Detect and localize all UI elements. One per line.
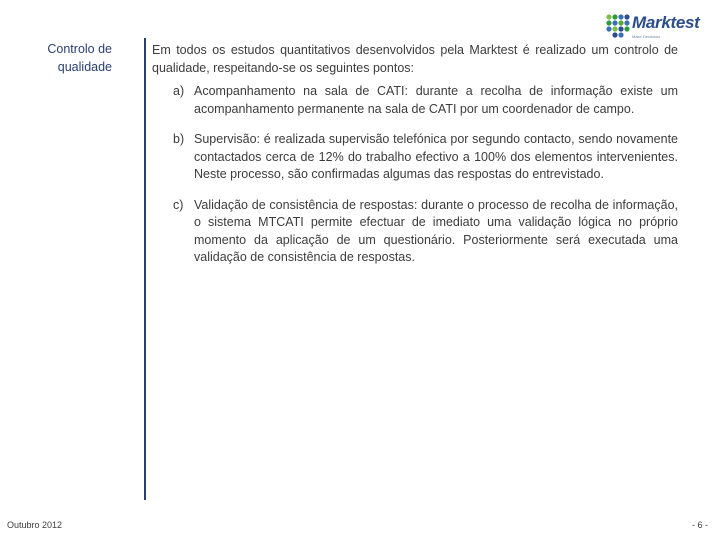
- marktest-logo: [605, 13, 705, 43]
- list-item-marker: c): [173, 197, 184, 212]
- list-item-marker: b): [173, 132, 185, 146]
- list-item: [173, 131, 678, 184]
- list-item-text: Acompanhamento na sala de CATI: durante a recolha de informação existe um acompanhamento permanente na sala de CATI por um coordenador de campo.: [194, 84, 678, 116]
- logo-dots-icon: [605, 13, 631, 39]
- vertical-divider: [144, 38, 146, 500]
- section-title: Controlo de qualidade: [47, 42, 112, 74]
- intro-paragraph: Em todos os estudos quantitativos desenvolvidos pela Marktest é realizado um controlo de qualidade, respeitando-se os seguintes pontos:: [152, 43, 678, 75]
- quality-points-list: [173, 83, 678, 280]
- logo-wordmark: Marktest: [632, 13, 700, 32]
- page-number: - 6 -: [691, 520, 708, 530]
- list-item: [173, 83, 678, 118]
- list-item-text: Supervisão: é realizada supervisão telefónica por segundo contacto, sendo novamente contactados cerca de 12% do trabalho efectivo a 100% dos elementos intervenientes. Neste processo, são confirmadas algumas das respostas do entrevistado.: [194, 132, 678, 181]
- logo-tagline: Make Decisions: [632, 34, 661, 39]
- list-item: [173, 197, 678, 267]
- footer-date: Outubro 2012: [7, 520, 63, 530]
- list-item-text: Validação de consistência de respostas: durante o processo de recolha de informação, o sistema MTCATI permite efectuar de imediato uma validação lógica no próprio momento da aplicação de um questionário. Posteriormente será executada uma validação de consistência de respostas.: [194, 197, 678, 264]
- list-item-marker: a): [173, 84, 185, 98]
